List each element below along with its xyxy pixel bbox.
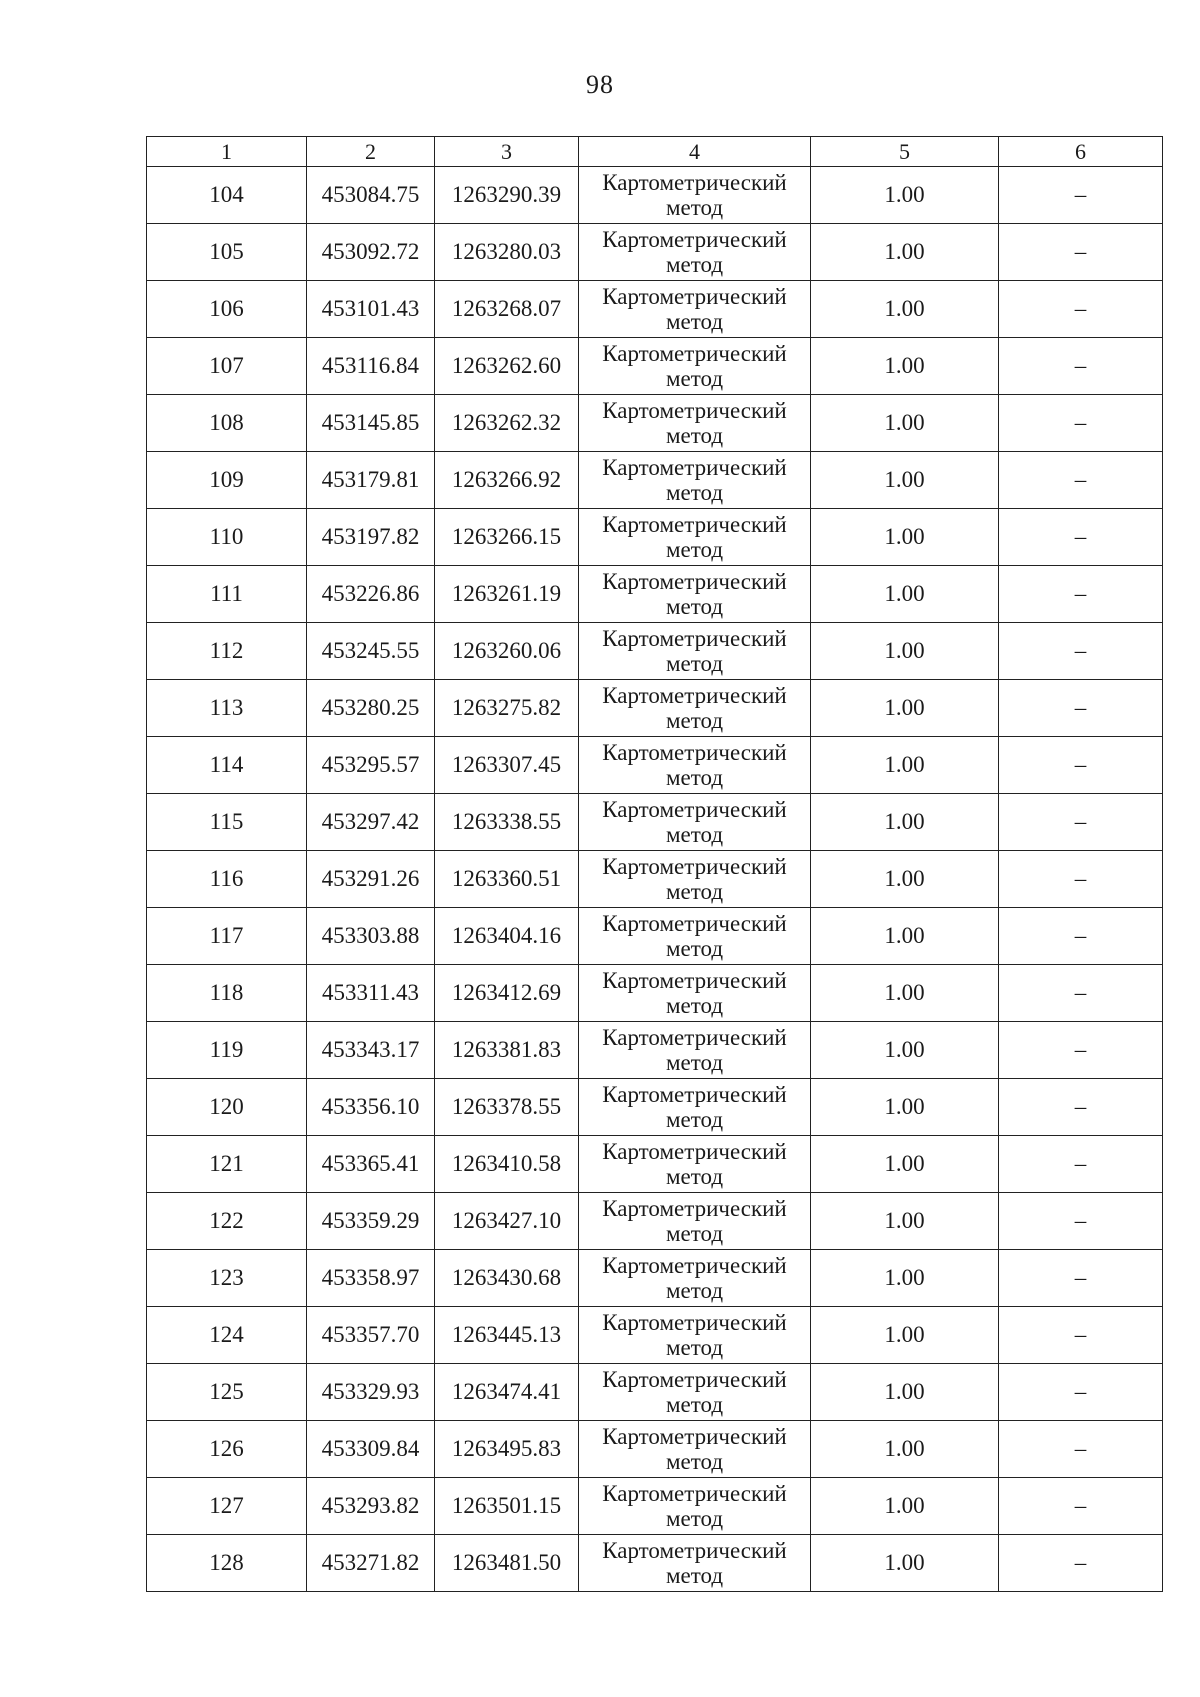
- method-cell: [579, 1022, 811, 1079]
- method-line-2: метод: [665, 1050, 724, 1075]
- table-row: [147, 338, 1163, 395]
- method-cell: [579, 908, 811, 965]
- y-coordinate-cell: 1263261.19: [435, 566, 579, 623]
- x-coordinate-cell: 453197.82: [307, 509, 435, 566]
- y-coordinate-cell: 1263360.51: [435, 851, 579, 908]
- header-row: [147, 137, 1163, 167]
- note-cell: –: [999, 965, 1163, 1022]
- method-line-2: метод: [665, 1107, 724, 1132]
- accuracy-cell: 1.00: [811, 509, 999, 566]
- note-cell: –: [999, 851, 1163, 908]
- point-number-cell: 116: [147, 851, 307, 908]
- y-coordinate-cell: 1263481.50: [435, 1535, 579, 1592]
- accuracy-cell: 1.00: [811, 1136, 999, 1193]
- method-line-2: метод: [665, 1335, 724, 1360]
- column-header-6: 6: [999, 137, 1163, 167]
- y-coordinate-cell: 1263275.82: [435, 680, 579, 737]
- note-cell: –: [999, 1535, 1163, 1592]
- method-line-2: метод: [665, 252, 724, 277]
- point-number-cell: 126: [147, 1421, 307, 1478]
- table-row: [147, 965, 1163, 1022]
- method-line-1: Картометрический: [602, 1367, 787, 1392]
- table-row: [147, 1421, 1163, 1478]
- table-row: [147, 224, 1163, 281]
- method-line-1: Картометрический: [602, 227, 787, 252]
- table-row: [147, 395, 1163, 452]
- method-line-2: метод: [665, 1506, 724, 1531]
- x-coordinate-cell: 453293.82: [307, 1478, 435, 1535]
- y-coordinate-cell: 1263381.83: [435, 1022, 579, 1079]
- method-line-2: метод: [665, 1164, 724, 1189]
- y-coordinate-cell: 1263427.10: [435, 1193, 579, 1250]
- method-cell: [579, 566, 811, 623]
- point-number-cell: 108: [147, 395, 307, 452]
- note-cell: –: [999, 1136, 1163, 1193]
- note-cell: –: [999, 338, 1163, 395]
- accuracy-cell: 1.00: [811, 224, 999, 281]
- method-cell: [579, 1193, 811, 1250]
- y-coordinate-cell: 1263378.55: [435, 1079, 579, 1136]
- x-coordinate-cell: 453084.75: [307, 167, 435, 224]
- y-coordinate-cell: 1263266.92: [435, 452, 579, 509]
- method-cell: [579, 1079, 811, 1136]
- y-coordinate-cell: 1263501.15: [435, 1478, 579, 1535]
- accuracy-cell: 1.00: [811, 395, 999, 452]
- method-line-1: Картометрический: [602, 1025, 787, 1050]
- column-header-4: 4: [579, 137, 811, 167]
- method-line-2: метод: [665, 1278, 724, 1303]
- accuracy-cell: 1.00: [811, 338, 999, 395]
- column-header-5: 5: [811, 137, 999, 167]
- method-line-1: Картометрический: [602, 854, 787, 879]
- method-cell: [579, 167, 811, 224]
- table-row: [147, 509, 1163, 566]
- method-line-1: Картометрический: [602, 1481, 787, 1506]
- point-number-cell: 107: [147, 338, 307, 395]
- point-number-cell: 114: [147, 737, 307, 794]
- table-row: [147, 1478, 1163, 1535]
- point-number-cell: 112: [147, 623, 307, 680]
- note-cell: –: [999, 167, 1163, 224]
- note-cell: –: [999, 908, 1163, 965]
- accuracy-cell: 1.00: [811, 1079, 999, 1136]
- point-number-cell: 128: [147, 1535, 307, 1592]
- note-cell: –: [999, 452, 1163, 509]
- page-number: 98: [586, 70, 614, 99]
- note-cell: –: [999, 566, 1163, 623]
- y-coordinate-cell: 1263260.06: [435, 623, 579, 680]
- point-number-cell: 115: [147, 794, 307, 851]
- accuracy-cell: 1.00: [811, 1022, 999, 1079]
- note-cell: –: [999, 1022, 1163, 1079]
- method-line-1: Картометрический: [602, 968, 787, 993]
- y-coordinate-cell: 1263280.03: [435, 224, 579, 281]
- x-coordinate-cell: 453365.41: [307, 1136, 435, 1193]
- x-coordinate-cell: 453309.84: [307, 1421, 435, 1478]
- note-cell: –: [999, 1079, 1163, 1136]
- x-coordinate-cell: 453245.55: [307, 623, 435, 680]
- accuracy-cell: 1.00: [811, 623, 999, 680]
- accuracy-cell: 1.00: [811, 452, 999, 509]
- method-cell: [579, 1421, 811, 1478]
- table-row: [147, 167, 1163, 224]
- note-cell: –: [999, 1250, 1163, 1307]
- column-header-1: 1: [147, 137, 307, 167]
- accuracy-cell: 1.00: [811, 1421, 999, 1478]
- y-coordinate-cell: 1263290.39: [435, 167, 579, 224]
- note-cell: –: [999, 1193, 1163, 1250]
- column-header-2: 2: [307, 137, 435, 167]
- table-row: [147, 1250, 1163, 1307]
- x-coordinate-cell: 453179.81: [307, 452, 435, 509]
- point-number-cell: 119: [147, 1022, 307, 1079]
- x-coordinate-cell: 453271.82: [307, 1535, 435, 1592]
- y-coordinate-cell: 1263307.45: [435, 737, 579, 794]
- table-row: [147, 680, 1163, 737]
- coordinates-table: [146, 136, 1163, 1592]
- point-number-cell: 120: [147, 1079, 307, 1136]
- accuracy-cell: 1.00: [811, 851, 999, 908]
- method-cell: [579, 395, 811, 452]
- accuracy-cell: 1.00: [811, 737, 999, 794]
- y-coordinate-cell: 1263495.83: [435, 1421, 579, 1478]
- point-number-cell: 105: [147, 224, 307, 281]
- method-line-2: метод: [665, 1392, 724, 1417]
- method-line-1: Картометрический: [602, 569, 787, 594]
- y-coordinate-cell: 1263412.69: [435, 965, 579, 1022]
- method-cell: [579, 1250, 811, 1307]
- accuracy-cell: 1.00: [811, 167, 999, 224]
- method-line-2: метод: [665, 1563, 724, 1588]
- method-line-2: метод: [665, 309, 724, 334]
- x-coordinate-cell: 453357.70: [307, 1307, 435, 1364]
- x-coordinate-cell: 453280.25: [307, 680, 435, 737]
- accuracy-cell: 1.00: [811, 794, 999, 851]
- method-line-1: Картометрический: [602, 455, 787, 480]
- y-coordinate-cell: 1263445.13: [435, 1307, 579, 1364]
- method-line-1: Картометрический: [602, 911, 787, 936]
- accuracy-cell: 1.00: [811, 566, 999, 623]
- accuracy-cell: 1.00: [811, 680, 999, 737]
- table-row: [147, 794, 1163, 851]
- accuracy-cell: 1.00: [811, 965, 999, 1022]
- method-cell: [579, 1307, 811, 1364]
- method-cell: [579, 338, 811, 395]
- method-cell: [579, 1136, 811, 1193]
- x-coordinate-cell: 453145.85: [307, 395, 435, 452]
- method-line-1: Картометрический: [602, 512, 787, 537]
- method-line-1: Картометрический: [602, 284, 787, 309]
- accuracy-cell: 1.00: [811, 1250, 999, 1307]
- note-cell: –: [999, 1478, 1163, 1535]
- method-line-1: Картометрический: [602, 341, 787, 366]
- method-line-1: Картометрический: [602, 1082, 787, 1107]
- point-number-cell: 117: [147, 908, 307, 965]
- table-row: [147, 851, 1163, 908]
- table-row: [147, 1022, 1163, 1079]
- method-cell: [579, 281, 811, 338]
- method-cell: [579, 794, 811, 851]
- table-header: [147, 137, 1163, 167]
- table-row: [147, 1307, 1163, 1364]
- y-coordinate-cell: 1263430.68: [435, 1250, 579, 1307]
- x-coordinate-cell: 453303.88: [307, 908, 435, 965]
- point-number-cell: 104: [147, 167, 307, 224]
- note-cell: –: [999, 623, 1163, 680]
- point-number-cell: 121: [147, 1136, 307, 1193]
- x-coordinate-cell: 453329.93: [307, 1364, 435, 1421]
- table-row: [147, 566, 1163, 623]
- method-cell: [579, 224, 811, 281]
- method-line-2: метод: [665, 879, 724, 904]
- point-number-cell: 118: [147, 965, 307, 1022]
- x-coordinate-cell: 453297.42: [307, 794, 435, 851]
- method-line-2: метод: [665, 936, 724, 961]
- table-row: [147, 1136, 1163, 1193]
- x-coordinate-cell: 453116.84: [307, 338, 435, 395]
- method-line-1: Картометрический: [602, 1139, 787, 1164]
- table-row: [147, 908, 1163, 965]
- note-cell: –: [999, 737, 1163, 794]
- table-row: [147, 281, 1163, 338]
- method-line-2: метод: [665, 1449, 724, 1474]
- method-line-1: Картометрический: [602, 398, 787, 423]
- note-cell: –: [999, 224, 1163, 281]
- x-coordinate-cell: 453356.10: [307, 1079, 435, 1136]
- note-cell: –: [999, 395, 1163, 452]
- table-row: [147, 1364, 1163, 1421]
- point-number-cell: 113: [147, 680, 307, 737]
- y-coordinate-cell: 1263262.60: [435, 338, 579, 395]
- note-cell: –: [999, 1307, 1163, 1364]
- accuracy-cell: 1.00: [811, 1478, 999, 1535]
- x-coordinate-cell: 453358.97: [307, 1250, 435, 1307]
- y-coordinate-cell: 1263266.15: [435, 509, 579, 566]
- x-coordinate-cell: 453226.86: [307, 566, 435, 623]
- x-coordinate-cell: 453311.43: [307, 965, 435, 1022]
- point-number-cell: 106: [147, 281, 307, 338]
- table-row: [147, 1079, 1163, 1136]
- method-line-1: Картометрический: [602, 797, 787, 822]
- method-line-2: метод: [665, 366, 724, 391]
- table-row: [147, 623, 1163, 680]
- method-line-1: Картометрический: [602, 683, 787, 708]
- method-line-1: Картометрический: [602, 170, 787, 195]
- method-line-1: Картометрический: [602, 626, 787, 651]
- accuracy-cell: 1.00: [811, 1307, 999, 1364]
- point-number-cell: 123: [147, 1250, 307, 1307]
- method-cell: [579, 1364, 811, 1421]
- note-cell: –: [999, 794, 1163, 851]
- method-cell: [579, 1478, 811, 1535]
- y-coordinate-cell: 1263262.32: [435, 395, 579, 452]
- column-header-3: 3: [435, 137, 579, 167]
- point-number-cell: 111: [147, 566, 307, 623]
- y-coordinate-cell: 1263404.16: [435, 908, 579, 965]
- method-line-2: метод: [665, 822, 724, 847]
- method-line-1: Картометрический: [602, 740, 787, 765]
- method-line-1: Картометрический: [602, 1310, 787, 1335]
- y-coordinate-cell: 1263268.07: [435, 281, 579, 338]
- method-line-2: метод: [665, 594, 724, 619]
- method-cell: [579, 965, 811, 1022]
- note-cell: –: [999, 1421, 1163, 1478]
- y-coordinate-cell: 1263474.41: [435, 1364, 579, 1421]
- accuracy-cell: 1.00: [811, 1364, 999, 1421]
- x-coordinate-cell: 453101.43: [307, 281, 435, 338]
- table-row: [147, 1193, 1163, 1250]
- method-line-2: метод: [665, 993, 724, 1018]
- method-line-2: метод: [665, 708, 724, 733]
- method-cell: [579, 509, 811, 566]
- y-coordinate-cell: 1263410.58: [435, 1136, 579, 1193]
- method-line-1: Картометрический: [602, 1253, 787, 1278]
- method-cell: [579, 851, 811, 908]
- accuracy-cell: 1.00: [811, 1193, 999, 1250]
- method-cell: [579, 680, 811, 737]
- point-number-cell: 122: [147, 1193, 307, 1250]
- accuracy-cell: 1.00: [811, 908, 999, 965]
- x-coordinate-cell: 453295.57: [307, 737, 435, 794]
- table-row: [147, 737, 1163, 794]
- x-coordinate-cell: 453343.17: [307, 1022, 435, 1079]
- x-coordinate-cell: 453092.72: [307, 224, 435, 281]
- note-cell: –: [999, 1364, 1163, 1421]
- x-coordinate-cell: 453359.29: [307, 1193, 435, 1250]
- accuracy-cell: 1.00: [811, 281, 999, 338]
- method-cell: [579, 452, 811, 509]
- note-cell: –: [999, 680, 1163, 737]
- point-number-cell: 127: [147, 1478, 307, 1535]
- method-line-2: метод: [665, 537, 724, 562]
- note-cell: –: [999, 509, 1163, 566]
- method-cell: [579, 1535, 811, 1592]
- method-line-2: метод: [665, 423, 724, 448]
- note-cell: –: [999, 281, 1163, 338]
- accuracy-cell: 1.00: [811, 1535, 999, 1592]
- table-row: [147, 1535, 1163, 1592]
- y-coordinate-cell: 1263338.55: [435, 794, 579, 851]
- method-line-2: метод: [665, 651, 724, 676]
- point-number-cell: 124: [147, 1307, 307, 1364]
- table-body: [147, 167, 1163, 1592]
- method-line-2: метод: [665, 1221, 724, 1246]
- method-line-1: Картометрический: [602, 1538, 787, 1563]
- method-line-2: метод: [665, 195, 724, 220]
- point-number-cell: 110: [147, 509, 307, 566]
- method-line-2: метод: [665, 480, 724, 505]
- table-row: [147, 452, 1163, 509]
- method-cell: [579, 737, 811, 794]
- method-line-2: метод: [665, 765, 724, 790]
- point-number-cell: 109: [147, 452, 307, 509]
- method-line-1: Картометрический: [602, 1196, 787, 1221]
- point-number-cell: 125: [147, 1364, 307, 1421]
- method-cell: [579, 623, 811, 680]
- method-line-1: Картометрический: [602, 1424, 787, 1449]
- x-coordinate-cell: 453291.26: [307, 851, 435, 908]
